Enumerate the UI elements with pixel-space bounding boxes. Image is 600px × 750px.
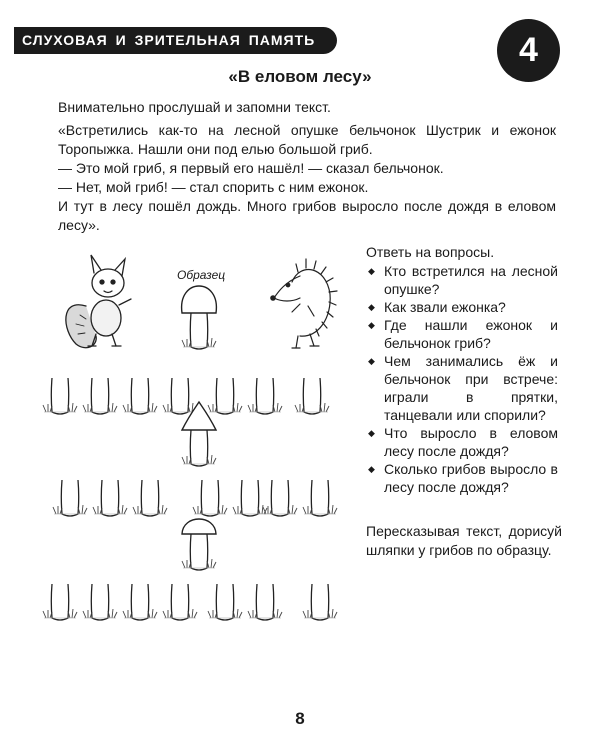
diamond-bullet-icon: ◆ bbox=[368, 302, 375, 312]
question-item: ◆ Как звали ежонка? bbox=[368, 299, 506, 315]
mushroom-stems-row bbox=[53, 480, 337, 516]
page-title: «В еловом лесу» bbox=[228, 67, 372, 86]
diamond-bullet-icon: ◆ bbox=[368, 320, 375, 330]
complete-mushroom-icon bbox=[182, 519, 216, 570]
page-badge: 4 bbox=[497, 19, 560, 82]
question-item: ◆ Кто встретился на лесной опушке? bbox=[368, 263, 558, 297]
hedgehog-icon bbox=[271, 259, 337, 348]
sample-mushroom-icon bbox=[182, 286, 217, 349]
questions-title: Ответь на вопросы. bbox=[366, 244, 495, 260]
question-item: ◆ Где нашли ежонок и бельчонок гриб? bbox=[368, 317, 558, 351]
mushroom-stems-row bbox=[43, 584, 337, 620]
story-line: И тут в лесу пошёл дождь. Много грибов выросло после дождя в еловом лесу». bbox=[58, 198, 556, 233]
story-line: — Это мой гриб, я первый его нашёл! — сказал бельчонок. bbox=[58, 160, 444, 176]
story-intro: Внимательно прослушай и запомни текст. bbox=[58, 99, 331, 115]
question-item: ◆ Сколько грибов выросло в лесу после дождя? bbox=[368, 461, 558, 495]
page-number: 8 bbox=[295, 709, 305, 728]
diamond-bullet-icon: ◆ bbox=[368, 266, 375, 276]
question-item: ◆ Что выросло в еловом лесу после дождя? bbox=[368, 425, 558, 459]
question-item: ◆ Чем занимались ёж и бельчонок при встрече: играли в прятки, танцевали или спорили? bbox=[368, 353, 558, 423]
story-line: «Встретились как-то на лесной опушке бельчонок Шустрик и ежонок Торопыжка. Нашли они под елью большой гриб. bbox=[58, 122, 556, 157]
squirrel-icon bbox=[66, 255, 131, 348]
instruction-text: Пересказывая текст, дорисуй шляпки у грибов по образцу. bbox=[366, 523, 562, 558]
mushroom-stems-row bbox=[43, 378, 329, 414]
diamond-bullet-icon: ◆ bbox=[368, 464, 375, 474]
diamond-bullet-icon: ◆ bbox=[368, 356, 375, 366]
sample-label: Образец bbox=[177, 268, 226, 282]
diamond-bullet-icon: ◆ bbox=[368, 428, 375, 438]
section-label: СЛУХОВАЯ И ЗРИТЕЛЬНАЯ ПАМЯТЬ bbox=[22, 32, 316, 48]
story-line: — Нет, мой гриб! — стал спорить с ним ежонок. bbox=[58, 179, 369, 195]
